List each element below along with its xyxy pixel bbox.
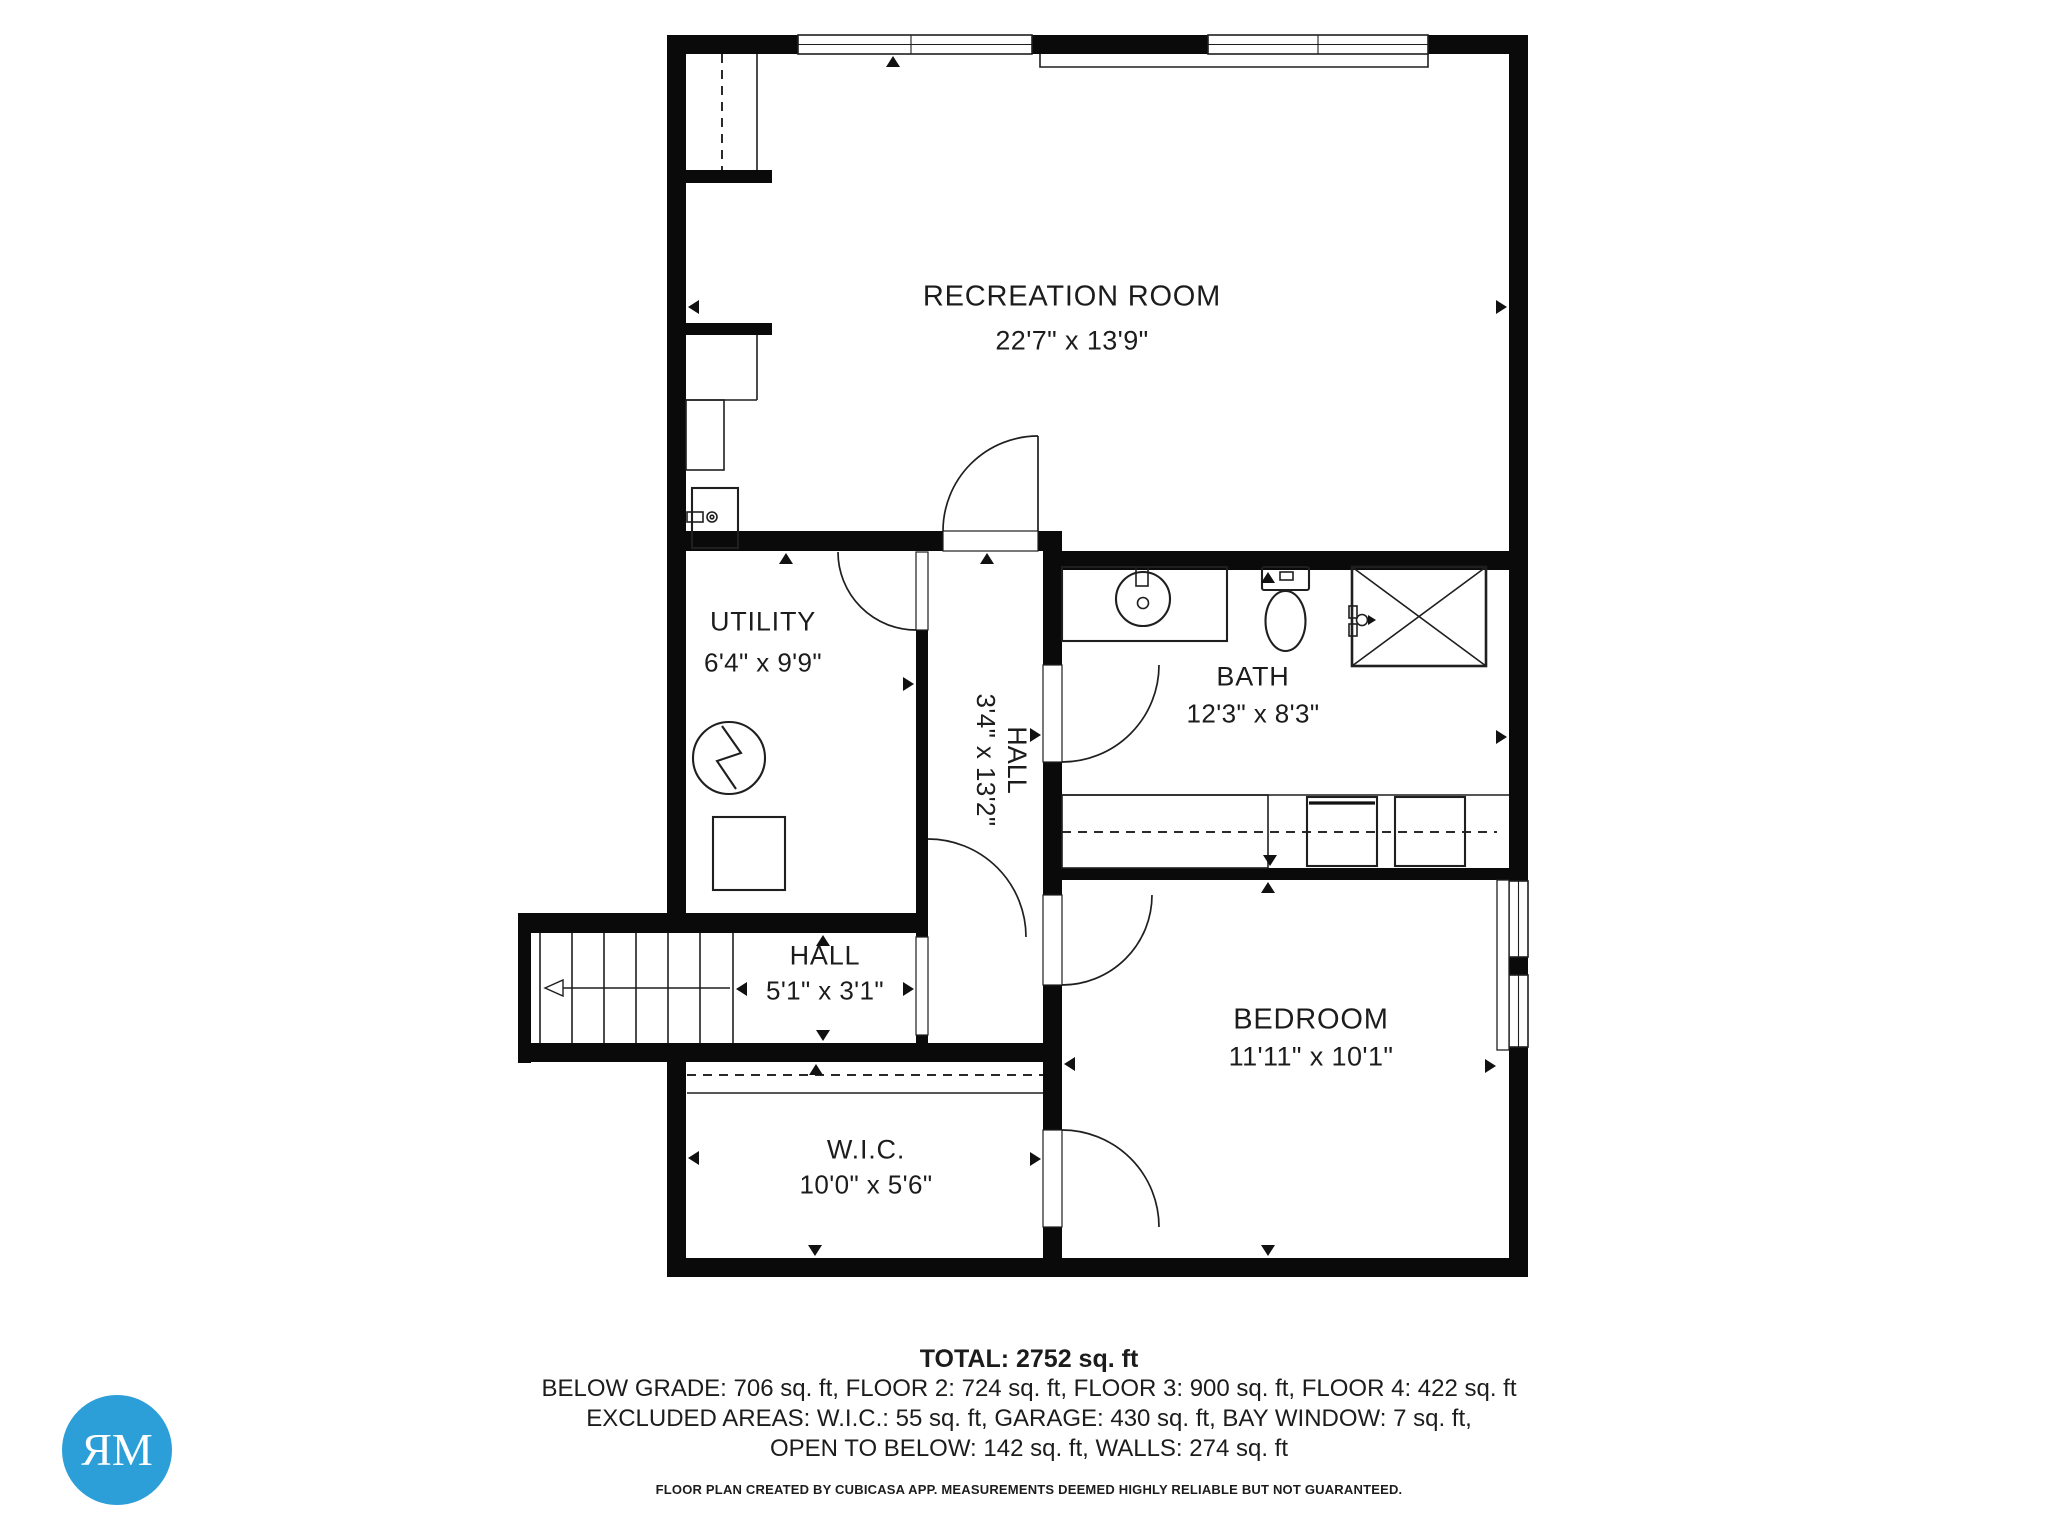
bath-vanity-sink — [1062, 567, 1227, 641]
room-label-hall-small: HALL — [789, 940, 861, 971]
walls — [518, 35, 1528, 1277]
stair-direction-arrow — [545, 980, 563, 996]
room-dims-utility: 6'4" x 9'9" — [703, 647, 823, 678]
laundry-closet-strip — [1062, 795, 1509, 868]
total-area: TOTAL: 2752 sq. ft — [919, 1345, 1139, 1373]
closet-mid-left — [686, 335, 757, 470]
open-below-walls-line: OPEN TO BELOW: 142 sq. ft, WALLS: 274 sq. ft — [769, 1435, 1288, 1462]
door-wic — [1043, 1130, 1159, 1227]
hall-main-dims: 3'4" x 13'2" — [971, 693, 1001, 827]
bedroom-window-sill — [1497, 880, 1509, 1050]
room-label-utility: UTILITY — [709, 606, 817, 637]
door-utility — [838, 552, 928, 630]
room-label-hall-main — [970, 694, 1032, 827]
window-bedroom-upper — [1509, 881, 1528, 957]
room-dims-bath: 12'3" x 8'3" — [1186, 698, 1320, 729]
room-label-bath: BATH — [1216, 661, 1290, 692]
door-bath — [1043, 665, 1159, 762]
disclaimer-text: FLOOR PLAN CREATED BY CUBICASA APP. MEASUREMENTS DEEMED HIGHLY RELIABLE BUT NOT GUARANTEED. — [655, 1482, 1403, 1497]
electrical-panel — [693, 722, 765, 794]
room-label-recreation: RECREATION ROOM — [922, 280, 1222, 313]
window-top-right — [1208, 35, 1428, 54]
hall-main-name: HALL — [1002, 726, 1032, 794]
window-top-left — [798, 35, 1032, 54]
room-label-wic: W.I.C. — [826, 1134, 906, 1165]
shower — [1349, 567, 1486, 666]
room-dims-wic: 10'0" x 5'6" — [799, 1169, 933, 1200]
door-bedroom — [1043, 895, 1152, 985]
wic-closet-rod — [687, 1075, 1043, 1093]
window-bedroom-lower — [1509, 975, 1528, 1047]
area-summary — [0, 1344, 2048, 1464]
room-dims-bedroom: 11'11" x 10'1" — [1228, 1041, 1394, 1072]
brand-logo — [62, 1395, 172, 1505]
room-dims-hall-small: 5'1" x 3'1" — [765, 975, 885, 1006]
brand-logo-text: ЯM — [81, 1424, 153, 1475]
utility-appliance — [713, 817, 785, 890]
door-hall-small — [916, 839, 1026, 1035]
door-recreation — [943, 436, 1038, 551]
bay-window-sill — [1040, 54, 1428, 67]
floor-areas-line: BELOW GRADE: 706 sq. ft, FLOOR 2: 724 sq. ft, FLOOR 3: 900 sq. ft, FLOOR 4: 422 sq. ft — [541, 1375, 1517, 1402]
staircase — [540, 933, 733, 1043]
excluded-areas-line: EXCLUDED AREAS: W.I.C.: 55 sq. ft, GARAGE: 430 sq. ft, BAY WINDOW: 7 sq. ft, — [586, 1405, 1472, 1432]
closet-top-left — [722, 54, 757, 170]
room-dims-recreation: 22'7" x 13'9" — [995, 325, 1149, 356]
room-label-bedroom: BEDROOM — [1233, 1003, 1389, 1036]
